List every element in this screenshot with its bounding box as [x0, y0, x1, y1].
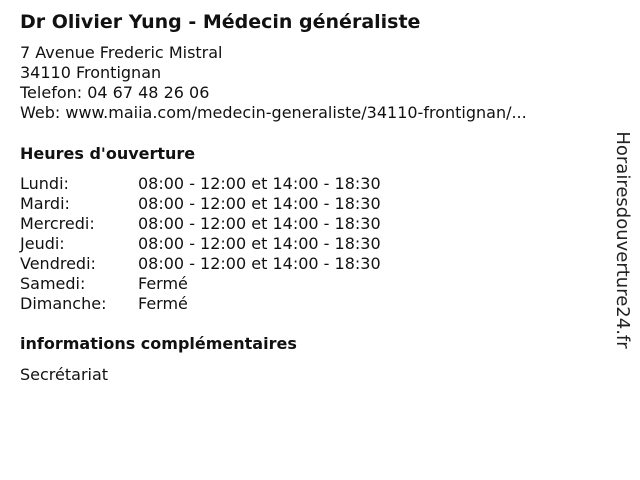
day-label: Dimanche:: [20, 294, 107, 313]
site-watermark: Horairesdouverture24.fr: [612, 131, 633, 349]
phone-number: Telefon: 04 67 48 26 06: [20, 83, 210, 102]
hours-row-wednesday: [20, 214, 440, 234]
street-address: 7 Avenue Frederic Mistral: [20, 43, 223, 62]
hours-row-tuesday: [20, 194, 440, 214]
time-value: 08:00 - 12:00 et 14:00 - 18:30: [138, 214, 381, 233]
opening-hours-heading: Heures d'ouverture: [20, 144, 196, 163]
page-title: Dr Olivier Yung - Médecin généraliste: [20, 11, 421, 33]
hours-row-thursday: [20, 234, 440, 254]
day-label: Mercredi:: [20, 214, 95, 233]
time-value: 08:00 - 12:00 et 14:00 - 18:30: [138, 254, 381, 273]
day-label: Vendredi:: [20, 254, 96, 273]
hours-row-monday: [20, 174, 440, 194]
time-value: 08:00 - 12:00 et 14:00 - 18:30: [138, 234, 381, 253]
hours-row-saturday: [20, 274, 440, 294]
additional-info-text: Secrétariat: [20, 365, 109, 384]
hours-row-friday: [20, 254, 440, 274]
day-label: Mardi:: [20, 194, 70, 213]
time-value: Fermé: [138, 294, 188, 313]
day-label: Samedi:: [20, 274, 86, 293]
city: 34110 Frontignan: [20, 63, 162, 82]
time-value: 08:00 - 12:00 et 14:00 - 18:30: [138, 194, 381, 213]
time-value: 08:00 - 12:00 et 14:00 - 18:30: [138, 174, 381, 193]
day-label: Jeudi:: [20, 234, 65, 253]
time-value: Fermé: [138, 274, 188, 293]
opening-hours-table: [20, 174, 440, 314]
website-link[interactable]: Web: www.maiia.com/medecin-generaliste/34110-frontignan/...: [20, 103, 527, 122]
address-block: [20, 43, 527, 123]
hours-row-sunday: [20, 294, 440, 314]
additional-info-heading: informations complémentaires: [20, 334, 297, 353]
day-label: Lundi:: [20, 174, 69, 193]
